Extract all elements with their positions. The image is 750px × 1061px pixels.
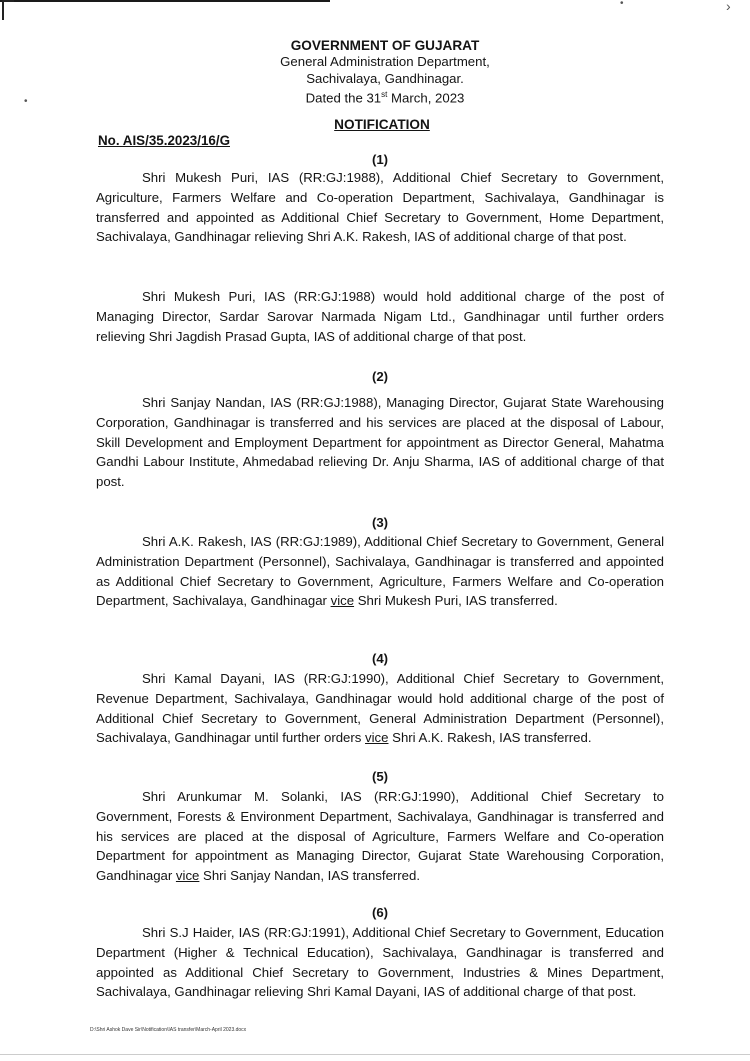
section-paragraph: Shri Sanjay Nandan, IAS (RR:GJ:1988), Managing Director, Gujarat State Warehousing Corporation, Gandhinagar is transferred and his services are placed at the disposal of Labour, Skill Development and Employment Department for appointment as Director General, Mahatma Gandhi Labour Institute, Ahmedabad relieving Dr. Anju Sharma, IAS of additional charge of that post. [96, 395, 664, 490]
section-paragraph: Shri Mukesh Puri, IAS (RR:GJ:1988), Additional Chief Secretary to Government, Agriculture, Farmers Welfare and Co-operation Department, Sachivalaya, Gandhinagar is transferred and appointed as Additional Chief Secretary to Government, Home Department, Sachivalaya, Gandhinagar relieving Shri A.K. Rakesh, IAS of additional charge of that post. [96, 170, 664, 245]
file-path-footer: D:\Shri Ashok Dave Sir\Notification\IAS transfer\March-April 2023.docx [90, 1027, 247, 1033]
section-number: (4) [371, 651, 389, 666]
scan-bottom-edge [0, 1054, 750, 1055]
scan-speck: • [24, 96, 28, 107]
notification-heading: NOTIFICATION [334, 117, 430, 132]
section-paragraph: Shri A.K. Rakesh, IAS (RR:GJ:1989), Additional Chief Secretary to Government, General Administration Department (Personnel), Sachivalaya, Gandhinagar is transferred and appointed as Additional Chief Secretary to Government, Agriculture, Farmers Welfare and Co-operation Department, Sachivalaya, Gandhinagar vice Shri Mukesh Puri, IAS transferred. [96, 534, 664, 609]
section-number: (1) [371, 152, 389, 167]
scan-top-border [0, 0, 330, 2]
section-number: (5) [371, 769, 389, 784]
order-number: No. AIS/35.2023/16/G [98, 133, 230, 148]
section-number: (6) [371, 905, 389, 920]
government-title: GOVERNMENT OF GUJARAT [290, 38, 480, 53]
section-paragraph: Shri Kamal Dayani, IAS (RR:GJ:1990), Additional Chief Secretary to Government, Revenue Department, Sachivalaya, Gandhinagar would hold additional charge of the post of Additional Chief Secretary to Government, General Administration Department (Personnel), Sachivalaya, Gandhinagar until further orders vice Shri A.K. Rakesh, IAS transferred. [96, 671, 664, 746]
letterhead [230, 38, 540, 107]
section-number: (2) [371, 369, 389, 384]
scan-speck: • [620, 0, 624, 9]
section-paragraph: Shri Arunkumar M. Solanki, IAS (RR:GJ:1990), Additional Chief Secretary to Government, Forests & Environment Department, Sachivalaya, Gandhinagar is transferred and his services are placed at the disposal of Agriculture, Farmers Welfare and Co-operation Department for appointment as Managing Director, Gujarat State Warehousing Corporation, Gandhinagar vice Shri Sanjay Nandan, IAS transferred. [96, 789, 664, 884]
office-location: Sachivalaya, Gandhinagar. [306, 70, 464, 86]
scan-corner-mark [2, 0, 14, 20]
scan-speck: › [726, 0, 731, 14]
section-number: (3) [371, 515, 389, 530]
issue-date: Dated the 31st March, 2023 [305, 90, 465, 106]
department-name: General Administration Department, [280, 54, 490, 70]
section-paragraph: Shri S.J Haider, IAS (RR:GJ:1991), Additional Chief Secretary to Government, Education Department (Higher & Technical Education), Sachivalaya, Gandhinagar is transferred and appointed as Additional Chief Secretary to Government, Industries & Mines Department, Sachivalaya, Gandhinagar relieving Shri Kamal Dayani, IAS of additional charge of that post. [96, 925, 664, 1000]
section-paragraph: Shri Mukesh Puri, IAS (RR:GJ:1988) would hold additional charge of the post of Managing Director, Sardar Sarovar Narmada Nigam Ltd., Gandhinagar until further orders relieving Shri Jagdish Prasad Gupta, IAS of additional charge of that post. [96, 289, 664, 344]
